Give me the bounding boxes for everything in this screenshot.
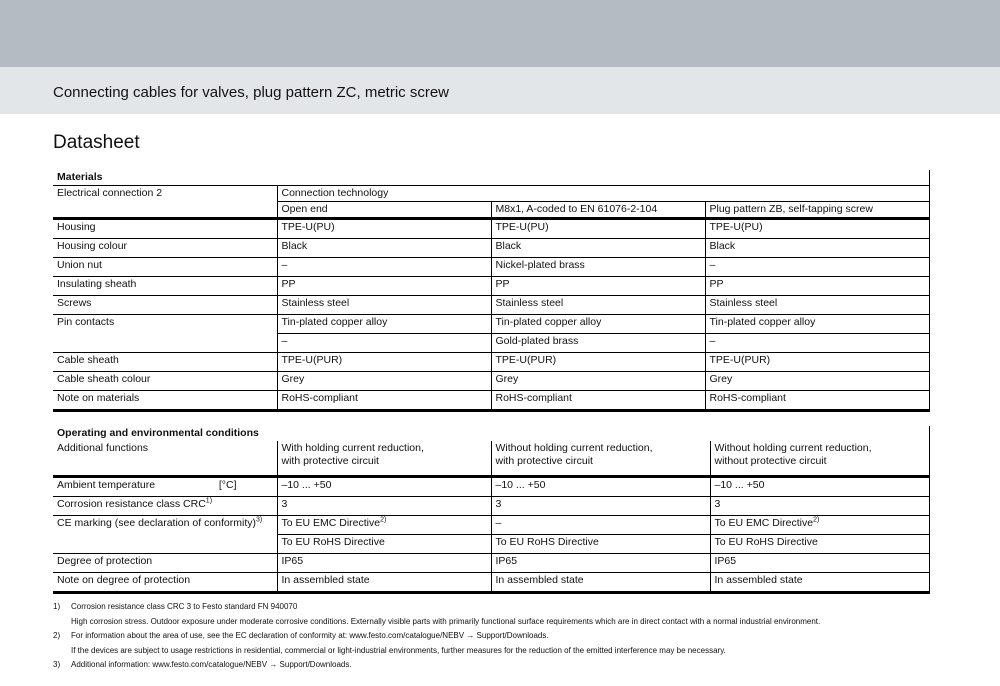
title-bar bbox=[0, 67, 1000, 114]
table-row: Ambient temperature [°C] –10 ... +50 –10 ... +50 –10 ... +50 bbox=[53, 477, 929, 497]
footnote: High corrosion stress. Outdoor exposure under moderate corrosive conditions. Externally visible parts with primarily functional surface requirements which are in direct contact with a normal industrial environment. bbox=[71, 616, 821, 626]
table-row: Screws Stainless steel Stainless steel Stainless steel bbox=[53, 296, 929, 315]
table-row: Note on degree of protection In assembled state In assembled state In assembled state bbox=[53, 573, 929, 593]
footnote: If the devices are subject to usage restrictions in residential, commercial or light-industrial environments, further measures for the reduction of the emitted interference may be necessary. bbox=[71, 645, 726, 655]
materials-table bbox=[53, 170, 930, 412]
table-row: – Gold-plated brass – bbox=[53, 334, 929, 353]
table-row: Housing colour Black Black Black bbox=[53, 239, 929, 258]
footnote: 3) Additional information: www.festo.com/catalogue/NEBV → Support/Downloads. bbox=[53, 660, 352, 669]
table-row: Pin contacts Tin-plated copper alloy Tin-plated copper alloy Tin-plated copper alloy bbox=[53, 315, 929, 334]
operating-title: Operating and environmental conditions bbox=[53, 426, 929, 441]
column-header: Open end bbox=[277, 202, 491, 219]
footnote: 2) For information about the area of use, see the EC declaration of conformity at: www.festo.com/catalogue/NEBV → Support/Downloads. bbox=[53, 631, 549, 640]
materials-first-label: Electrical connection 2 bbox=[57, 187, 163, 199]
materials-spacer bbox=[53, 202, 277, 219]
table-row: Insulating sheath PP PP PP bbox=[53, 277, 929, 296]
materials-title: Materials bbox=[53, 170, 929, 186]
top-banner bbox=[0, 0, 1000, 67]
table-row: Corrosion resistance class CRC$^{1)}$ 3 3 3 bbox=[53, 497, 929, 516]
table-row: Note on materials RoHS-compliant RoHS-compliant RoHS-compliant bbox=[53, 391, 929, 411]
column-header: Without holding current reduction, without protective circuit bbox=[710, 441, 929, 477]
column-header: Plug pattern ZB, self-tapping screw bbox=[705, 202, 929, 219]
table-row: Housing TPE-U(PU) TPE-U(PU) TPE-U(PU) bbox=[53, 219, 929, 239]
table-row: CE marking (see declaration of conformity)$^{3)}$ To EU EMC Directive$^{2)}$ – To EU EMC Directive$^{2)}$ bbox=[53, 516, 929, 535]
table-row: Degree of protection IP65 IP65 IP65 bbox=[53, 554, 929, 573]
table-row: Cable sheath colour Grey Grey Grey bbox=[53, 372, 929, 391]
operating-table bbox=[53, 426, 930, 594]
column-header: Without holding current reduction, with protective circuit bbox=[491, 441, 710, 477]
table-row: To EU RoHS Directive To EU RoHS Directive To EU RoHS Directive bbox=[53, 535, 929, 554]
footnotes bbox=[53, 600, 953, 673]
document-title: Connecting cables for valves, plug pattern ZC, metric screw bbox=[53, 84, 449, 101]
operating-first-label: Additional functions bbox=[53, 441, 277, 477]
footnote: 1) Corrosion resistance class CRC 3 to Festo standard FN 940070 bbox=[53, 602, 298, 611]
section-heading: Datasheet bbox=[53, 132, 140, 153]
column-header: M8x1, A-coded to EN 61076-2-104 bbox=[491, 202, 705, 219]
table-row: Cable sheath TPE-U(PUR) TPE-U(PUR) TPE-U(PUR) bbox=[53, 353, 929, 372]
column-header: With holding current reduction, with protective circuit bbox=[277, 441, 491, 477]
table-row: Union nut – Nickel-plated brass – bbox=[53, 258, 929, 277]
connection-technology-label: Connection technology bbox=[277, 186, 929, 202]
unit-label: [°C] bbox=[218, 479, 237, 491]
